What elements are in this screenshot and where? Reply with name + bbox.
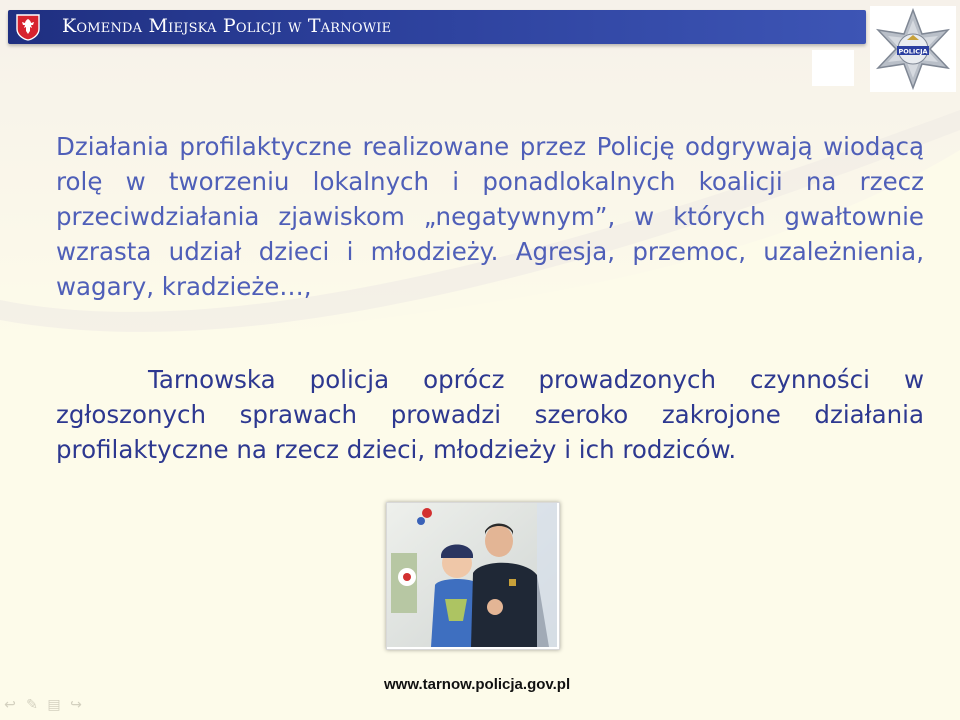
paragraph-intro: Działania profilaktyczne realizowane przez Policję odgrywają wiodącą rolę w tworzeniu lokalnych i ponadlokalnych koalicji na rzecz przeciwdziałania zjawiskom „negatywnym”, w których gwałtownie wzrasta udział dzieci i młodzieży. Agresja, przemoc, uzależnienia, wagary, kradzieże…, xyxy=(56,132,924,301)
nav-pen-icon[interactable]: ✎ xyxy=(26,697,38,713)
photo-image xyxy=(387,503,557,647)
footer-url[interactable]: www.tarnow.policja.gov.pl xyxy=(384,676,571,693)
nav-forward-icon[interactable]: ↪ xyxy=(70,697,82,713)
header-title: Komenda Miejska Policji w Tarnowie xyxy=(62,15,392,37)
header-bar xyxy=(8,10,866,44)
nav-menu-icon[interactable]: ▤ xyxy=(47,697,61,713)
paragraph-tarnow-police xyxy=(56,362,924,467)
nav-back-icon[interactable]: ↩ xyxy=(4,697,16,713)
slide-nav-controls xyxy=(2,694,92,716)
badge-label: POLICJA xyxy=(898,47,928,56)
eagle-emblem-icon xyxy=(14,13,42,41)
photo-officer-with-child xyxy=(386,502,560,650)
blank-patch xyxy=(812,50,854,86)
police-star-badge-icon xyxy=(870,6,956,92)
paragraph-tarnow-police-text: Tarnowska policja oprócz prowadzonych czynności w zgłoszonych sprawach prowadzi szeroko zakrojone działania profilaktyczne na rzecz dzieci, młodzieży i ich rodziców. xyxy=(56,365,924,464)
